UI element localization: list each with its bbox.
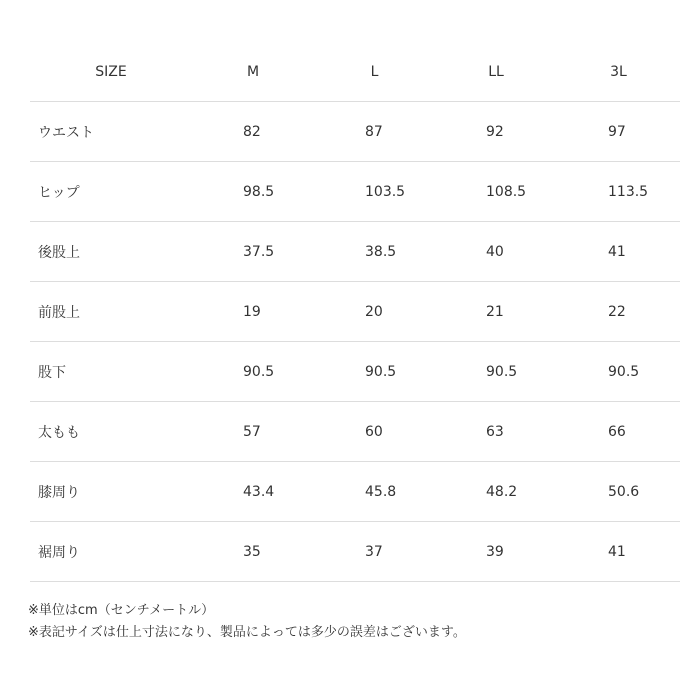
table-cell: 82 [192, 102, 314, 162]
table-cell: 22 [557, 282, 680, 342]
table-cell: 57 [192, 402, 314, 462]
table-cell: 103.5 [314, 162, 435, 222]
table-row [30, 522, 680, 582]
size-chart-header [30, 42, 680, 102]
table-cell: 19 [192, 282, 314, 342]
header-3l: 3L [557, 42, 680, 102]
table-cell: 45.8 [314, 462, 435, 522]
row-label-knee: 膝周り [30, 462, 192, 522]
table-cell: 37 [314, 522, 435, 582]
header-size: SIZE [30, 42, 192, 102]
row-label-back-rise: 後股上 [30, 222, 192, 282]
header-ll: LL [435, 42, 557, 102]
header-m: M [192, 42, 314, 102]
table-cell: 39 [435, 522, 557, 582]
table-cell: 41 [557, 222, 680, 282]
table-cell: 97 [557, 102, 680, 162]
header-row [30, 42, 680, 102]
size-notes [28, 600, 466, 644]
table-cell: 50.6 [557, 462, 680, 522]
table-row [30, 342, 680, 402]
table-cell: 21 [435, 282, 557, 342]
table-cell: 41 [557, 522, 680, 582]
table-cell: 60 [314, 402, 435, 462]
row-label-thigh: 太もも [30, 402, 192, 462]
row-label-waist: ウエスト [30, 102, 192, 162]
table-row [30, 102, 680, 162]
row-label-inseam: 股下 [30, 342, 192, 402]
table-cell: 90.5 [314, 342, 435, 402]
row-label-front-rise: 前股上 [30, 282, 192, 342]
table-row [30, 162, 680, 222]
row-label-hip: ヒップ [30, 162, 192, 222]
table-cell: 38.5 [314, 222, 435, 282]
table-cell: 90.5 [192, 342, 314, 402]
table-row [30, 462, 680, 522]
table-row [30, 222, 680, 282]
table-cell: 87 [314, 102, 435, 162]
table-cell: 113.5 [557, 162, 680, 222]
table-cell: 63 [435, 402, 557, 462]
table-cell: 90.5 [435, 342, 557, 402]
table-cell: 35 [192, 522, 314, 582]
table-cell: 108.5 [435, 162, 557, 222]
table-cell: 43.4 [192, 462, 314, 522]
row-label-hem: 裾周り [30, 522, 192, 582]
table-cell: 48.2 [435, 462, 557, 522]
note-tolerance: ※表記サイズは仕上寸法になり、製品によっては多少の誤差はございます。 [28, 625, 466, 640]
note-unit: ※単位はcm（センチメートル） [28, 603, 215, 618]
size-chart-body [30, 102, 680, 582]
header-l: L [314, 42, 435, 102]
table-cell: 90.5 [557, 342, 680, 402]
table-cell: 66 [557, 402, 680, 462]
table-row [30, 282, 680, 342]
table-row [30, 402, 680, 462]
table-cell: 98.5 [192, 162, 314, 222]
table-cell: 37.5 [192, 222, 314, 282]
table-cell: 92 [435, 102, 557, 162]
size-chart-table [30, 42, 680, 582]
table-cell: 20 [314, 282, 435, 342]
table-cell: 40 [435, 222, 557, 282]
